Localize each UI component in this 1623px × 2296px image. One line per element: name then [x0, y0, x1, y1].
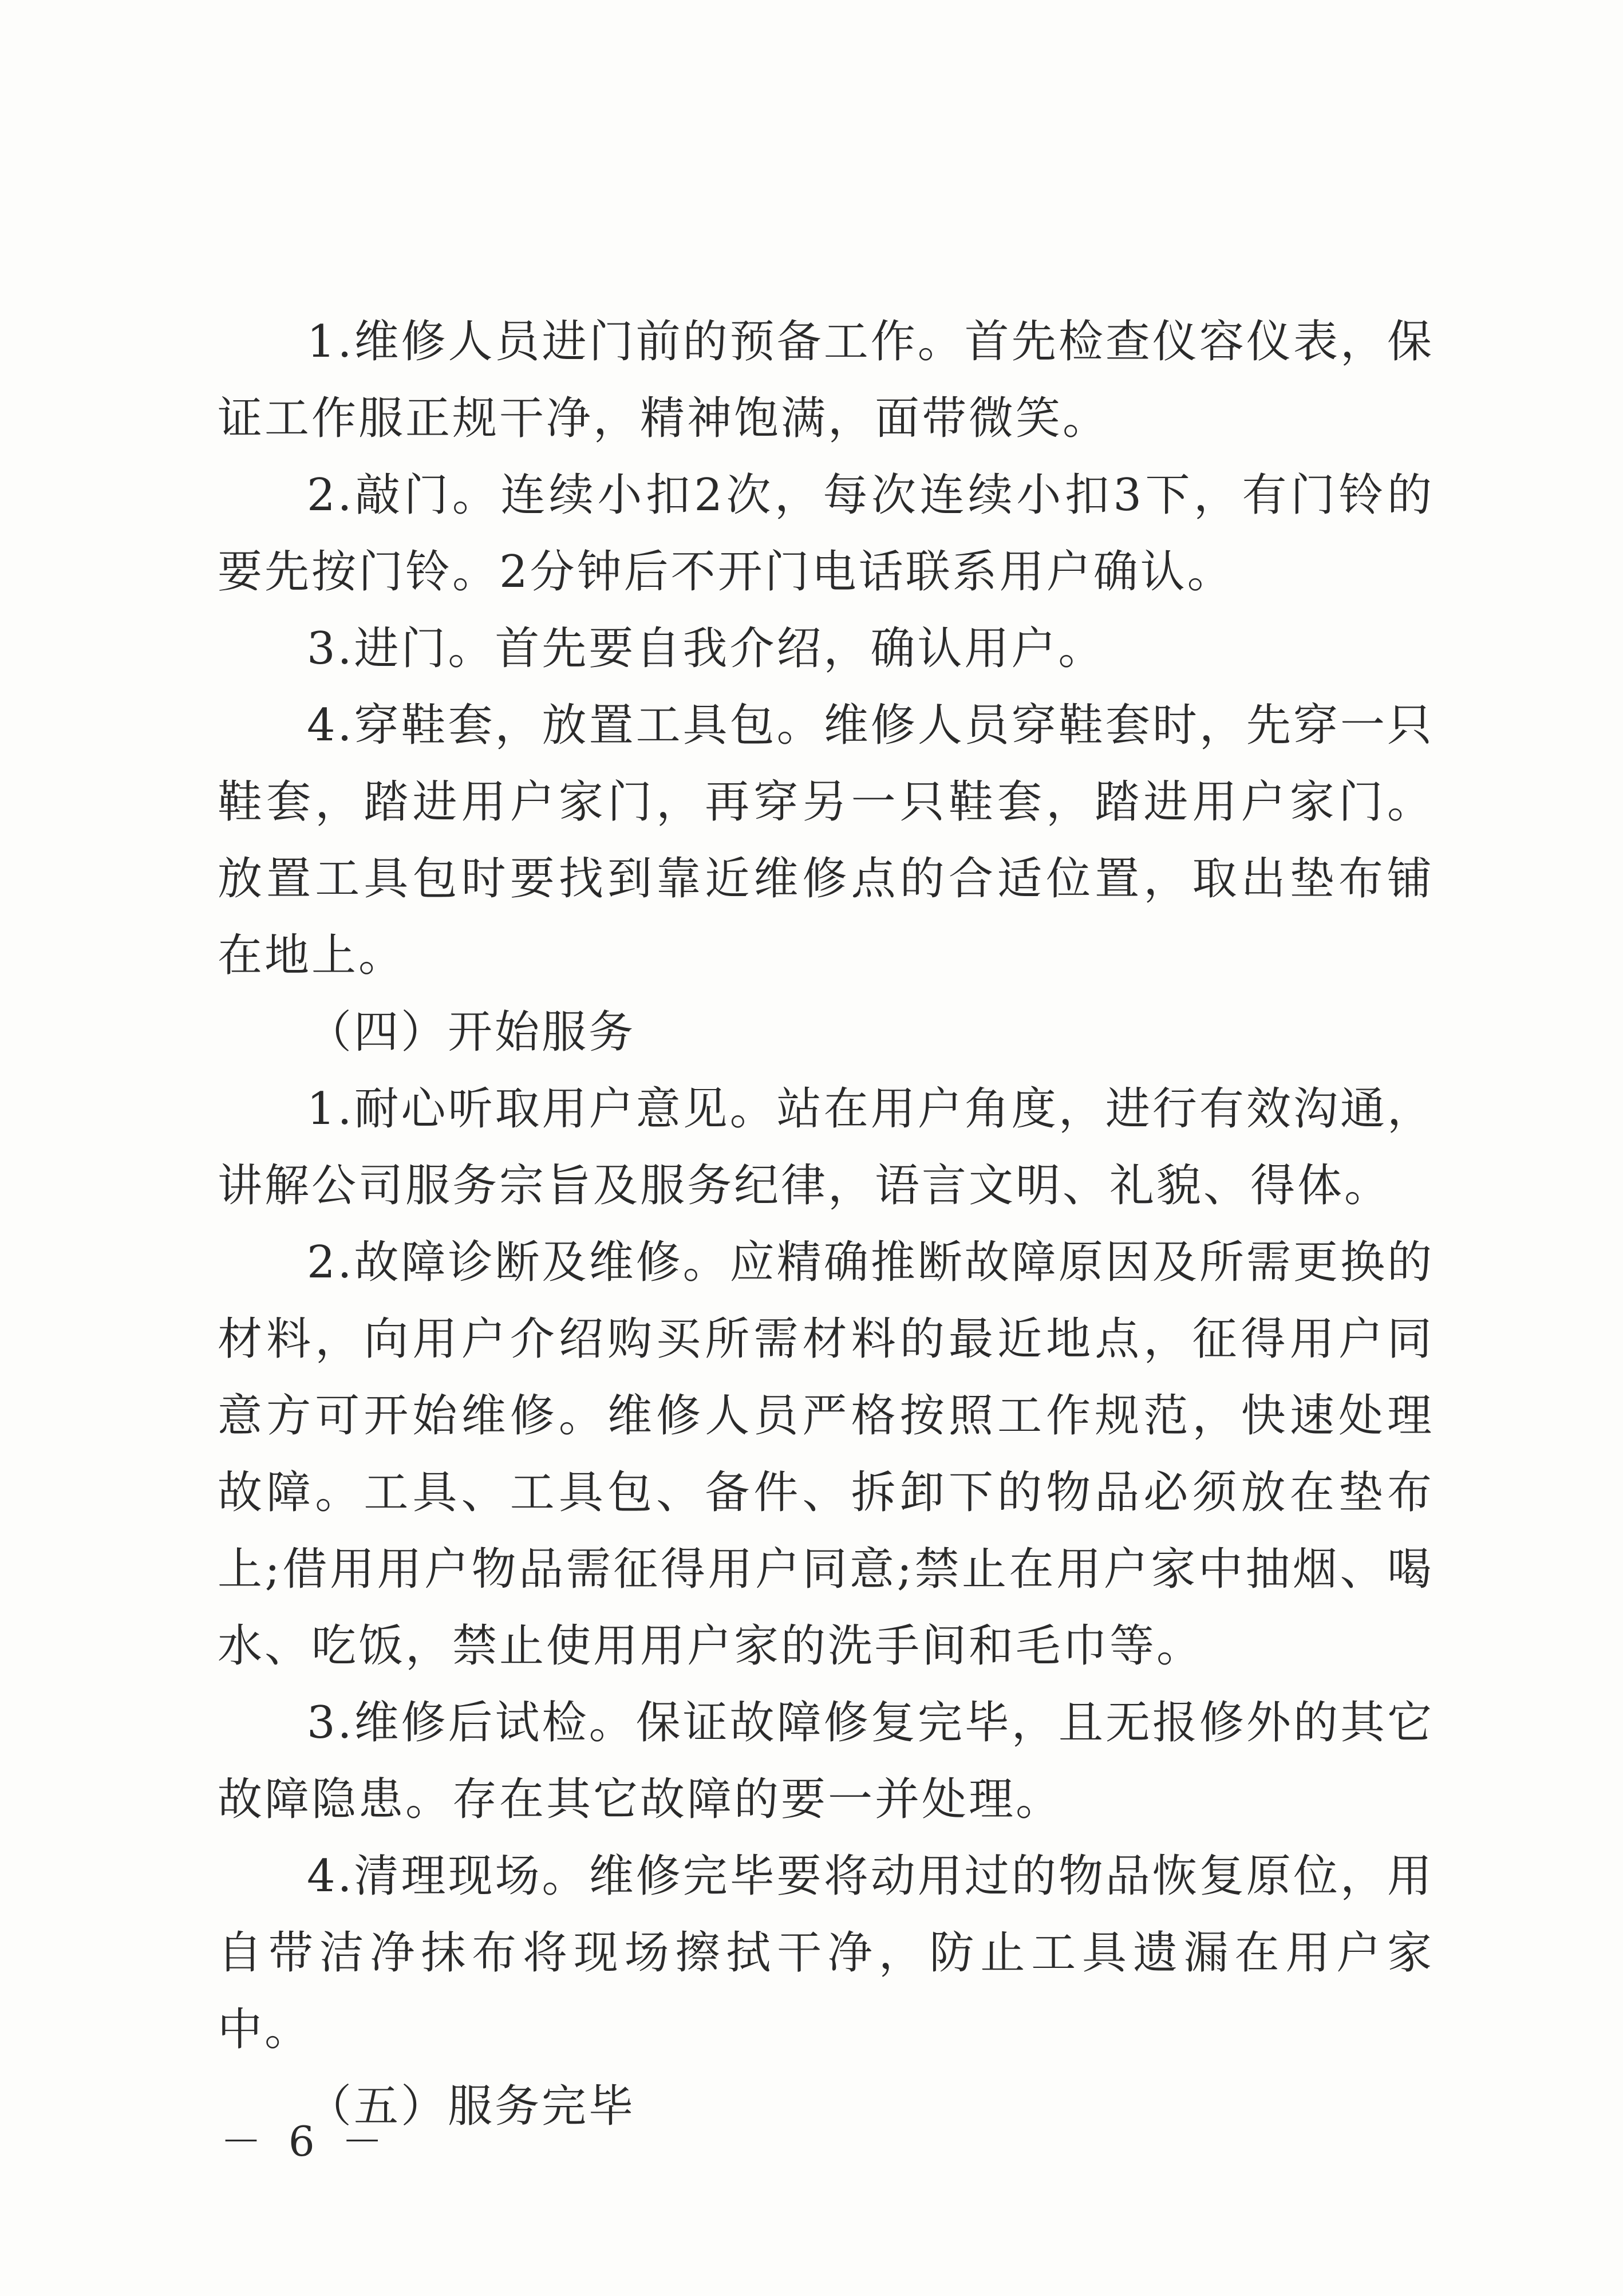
- paragraph-clean-site: 4.清理现场。维修完毕要将动用过的物品恢复原位，用自带洁净抹布将现场擦拭干净，防止工具遗漏在用户家中。: [218, 1851, 1434, 2056]
- paragraph-diagnosis-repair: 2.故障诊断及维修。应精确推断故障原因及所需更换的材料，向用户介绍购买所需材料的最近地点，征得用户同意方可开始维修。维修人员严格按照工作规范，快速处理故障。工具、工具包、备件、拆卸下的物品必须放在垫布上;借用用户物品需征得用户同意;禁止在用户家中抽烟、喝水、吃饭，禁止使用用户家的洗手间和毛巾等。: [218, 1237, 1434, 1672]
- section-heading-start-service: （四）开始服务: [307, 1007, 636, 1058]
- page-number: － 6 －: [220, 2117, 390, 2165]
- paragraph-knock-door: 2.敲门。连续小扣2次，每次连续小扣3下，有门铃的要先按门铃。2分钟后不开门电话联系用户确认。: [218, 470, 1434, 598]
- paragraph-post-repair-test: 3.维修后试检。保证故障修复完毕，且无报修外的其它故障隐患。存在其它故障的要一并处理。: [218, 1697, 1434, 1825]
- paragraph-shoe-covers-toolbag: 4.穿鞋套，放置工具包。维修人员穿鞋套时，先穿一只鞋套，踏进用户家门，再穿另一只鞋套，踏进用户家门。放置工具包时要找到靠近维修点的合适位置，取出垫布铺在地上。: [218, 700, 1434, 981]
- section-heading-service-complete: （五）服务完毕: [307, 2081, 636, 2132]
- paragraph-enter-door: 3.进门。首先要自我介绍，确认用户。: [307, 623, 1105, 674]
- paragraph-listen-to-user: 1.耐心听取用户意见。站在用户角度，进行有效沟通，讲解公司服务宗旨及服务纪律，语言文明、礼貌、得体。: [218, 1083, 1434, 1212]
- document-body: [218, 303, 1434, 2145]
- paragraph-prep-before-entry: 1.维修人员进门前的预备工作。首先检查仪容仪表，保证工作服正规干净，精神饱满，面带微笑。: [218, 316, 1434, 444]
